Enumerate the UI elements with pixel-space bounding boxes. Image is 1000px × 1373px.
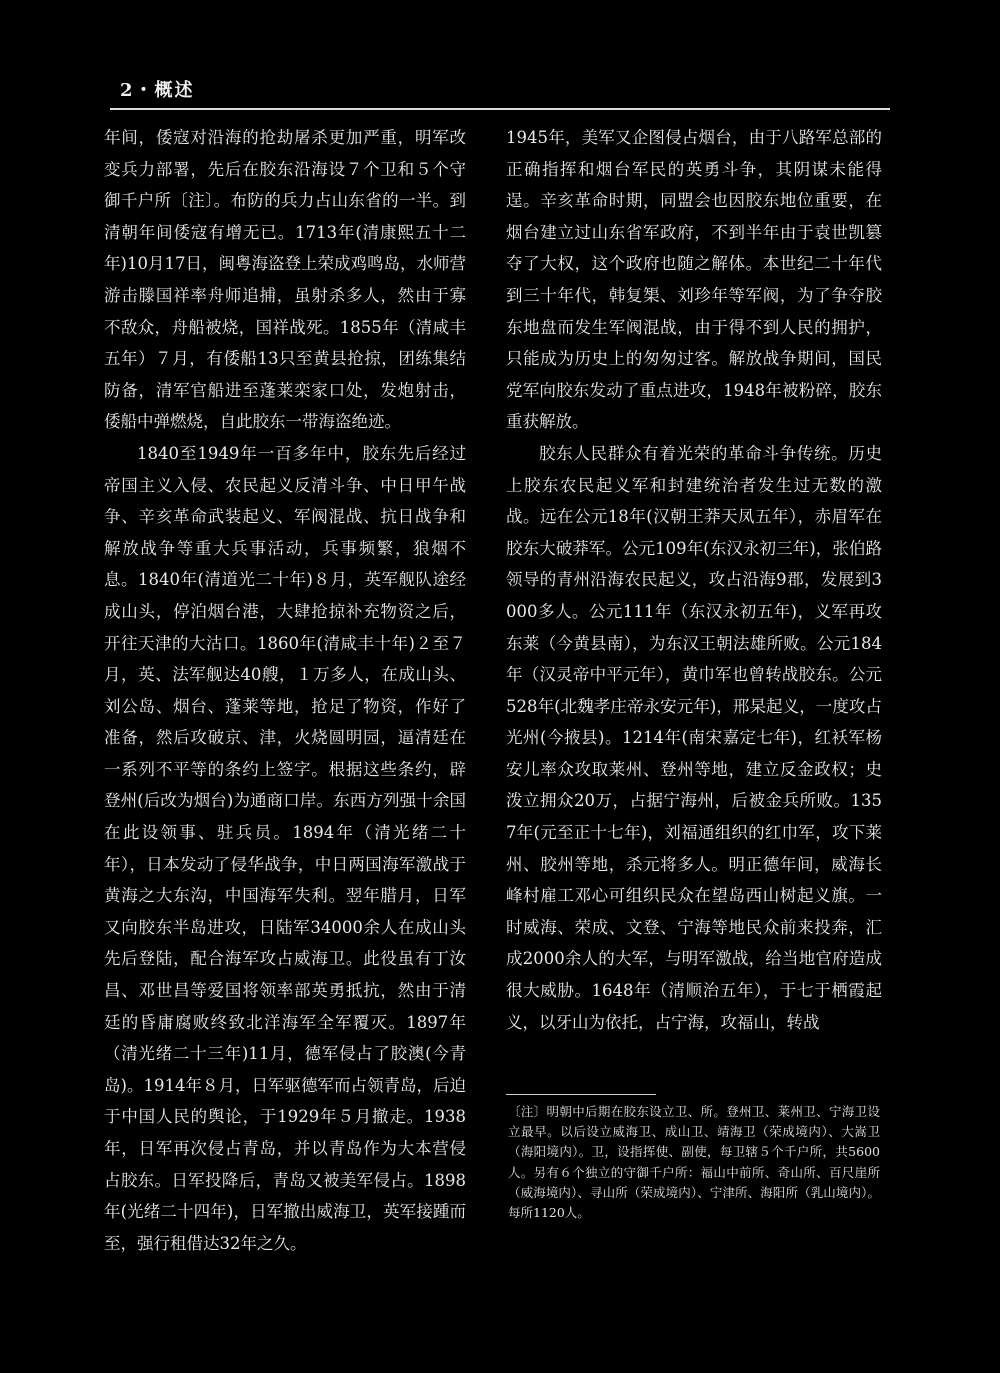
left-column bbox=[104, 122, 466, 1259]
left-paragraph-2: 1840至1949年一百多年中，胶东先后经过帝国主义入侵、农民起义反清斗争、中日甲午战争、辛亥革命武装起义、军阀混战、抗日战争和解放战争等重大兵事活动，兵事频繁，狼烟不息。1840年(清道光二十年)８月，英军舰队途经成山头，停泊烟台港，大肆抢掠补充物资之后，开往天津的大沽口。1860年(清咸丰十年)２至７月，英、法军舰达40艘，１万多人，在成山头、刘公岛、烟台、蓬莱等地，抢足了物资，作好了准备，然后攻破京、津，火烧圆明园，逼清廷在一系列不平等的条约上签字。根据这些条约，辟登州(后改为烟台)为通商口岸。东西方列强十余国在此设领事、驻兵员。1894年（清光绪二十年），日本发动了侵华战争，中日两国海军激战于黄海之大东沟，中国海军失利。翌年腊月，日军又向胶东半岛进攻，日陆军34000余人在成山头先后登陆，配合海军攻占威海卫。此役虽有丁汝昌、邓世昌等爱国将领率部英勇抵抗，然由于清廷的昏庸腐败终致北洋海军全军覆灭。1897年（清光绪二十三年)11月，德军侵占了胶澳(今青岛)。1914年８月，日军驱德军而占领青岛，后迫于中国人民的舆论，于1929年５月撤走。1938年，日军再次侵占青岛，并以青岛作为大本营侵占胶东。日军投降后，青岛又被美军侵占。1898年(光绪二十四年)，日军撤出威海卫，英军接踵而至，强行租借达32年之久。 bbox=[104, 443, 466, 1253]
right-paragraph-1: 1945年，美军又企图侵占烟台，由于八路军总部的正确指挥和烟台军民的英勇斗争，其阴谋未能得逞。辛亥革命时期，同盟会也因胶东地位重要，在烟台建立过山东省军政府，不到半年由于袁世凯篡夺了大权，这个政府也随之解体。本世纪二十年代到三十年代，韩复榘、刘珍年等军阀，为了争夺胶东地盘而发生军阀混战，由于得不到人民的拥护，只能成为历史上的匆匆过客。解放战争期间，国民党军向胶东发动了重点进攻，1948年被粉碎，胶东重获解放。 bbox=[506, 128, 882, 432]
right-paragraph-2: 胶东人民群众有着光荣的革命斗争传统。历史上胶东农民起义军和封建统治者发生过无数的激战。远在公元18年(汉朝王莽天凤五年），赤眉军在胶东大破莽军。公元109年(东汉永初三年)，张伯路领导的青州沿海农民起义，攻占沿海9郡，发展到3000多人。公元111年（东汉永初五年)，义军再攻东莱（今黄县南），为东汉王朝法雄所败。公元184年（汉灵帝中平元年），黄巾军也曾转战胶东。公元528年(北魏孝庄帝永安元年)，邢杲起义，一度攻占光州(今掖县)。1214年(南宋嘉定七年)，红袄军杨安儿率众攻取莱州、登州等地，建立反金政权；史泼立拥众20万，占据宁海州，后被金兵所败。1357年(元至正十七年)，刘福通组织的红巾军，攻下莱州、胶州等地，杀元将多人。明正德年间，威海长峰村雇工邓心可组织民众在望岛西山树起义旗。一时威海、荣成、文登、宁海等地民众前来投奔，汇成2000余人的大军，与明军激战，给当地官府造成很大威胁。1648年（清顺治五年），于七于栖霞起义，以牙山为依托，占宁海，攻福山，转战 bbox=[506, 443, 882, 1032]
right-column bbox=[506, 122, 882, 1038]
header-rule bbox=[110, 108, 890, 110]
footnote: 〔注〕明朝中后期在胶东设立卫、所。登州卫、莱州卫、宁海卫设立最早。以后设立威海卫、成山卫、靖海卫（荣成境内）、大嵩卫（海阳境内）。卫，设指挥使、副使，每卫辖５个千户所，共5600人。另有６个独立的守御千户所：福山中前所、奇山所、百尺崖所（威海境内）、寻山所（荣成境内）、宁津所、海阳所（乳山境内）。每所1120人。 bbox=[508, 1104, 880, 1221]
left-paragraph-1: 年间，倭寇对沿海的抢劫屠杀更加严重，明军改变兵力部署，先后在胶东沿海设７个卫和５个守御千户所〔注〕。布防的兵力占山东省的一半。到清朝年间倭寇有增无已。1713年(清康熙五十二年)10月17日，闽粤海盗登上荣成鸡鸣岛，水师营游击滕国祥率舟师追捕，虽射杀多人，然由于寡不敌众，舟船被烧，国祥战死。1855年（清咸丰五年）７月，有倭船13只至黄县抢掠，团练集结防备，清军官船进至蓬莱栾家口处，发炮射击，倭船中弹燃烧，自此胶东一带海盗绝迹。 bbox=[104, 128, 466, 432]
footnote-rule bbox=[506, 1094, 656, 1095]
page-header: 2・概述 bbox=[120, 80, 195, 101]
